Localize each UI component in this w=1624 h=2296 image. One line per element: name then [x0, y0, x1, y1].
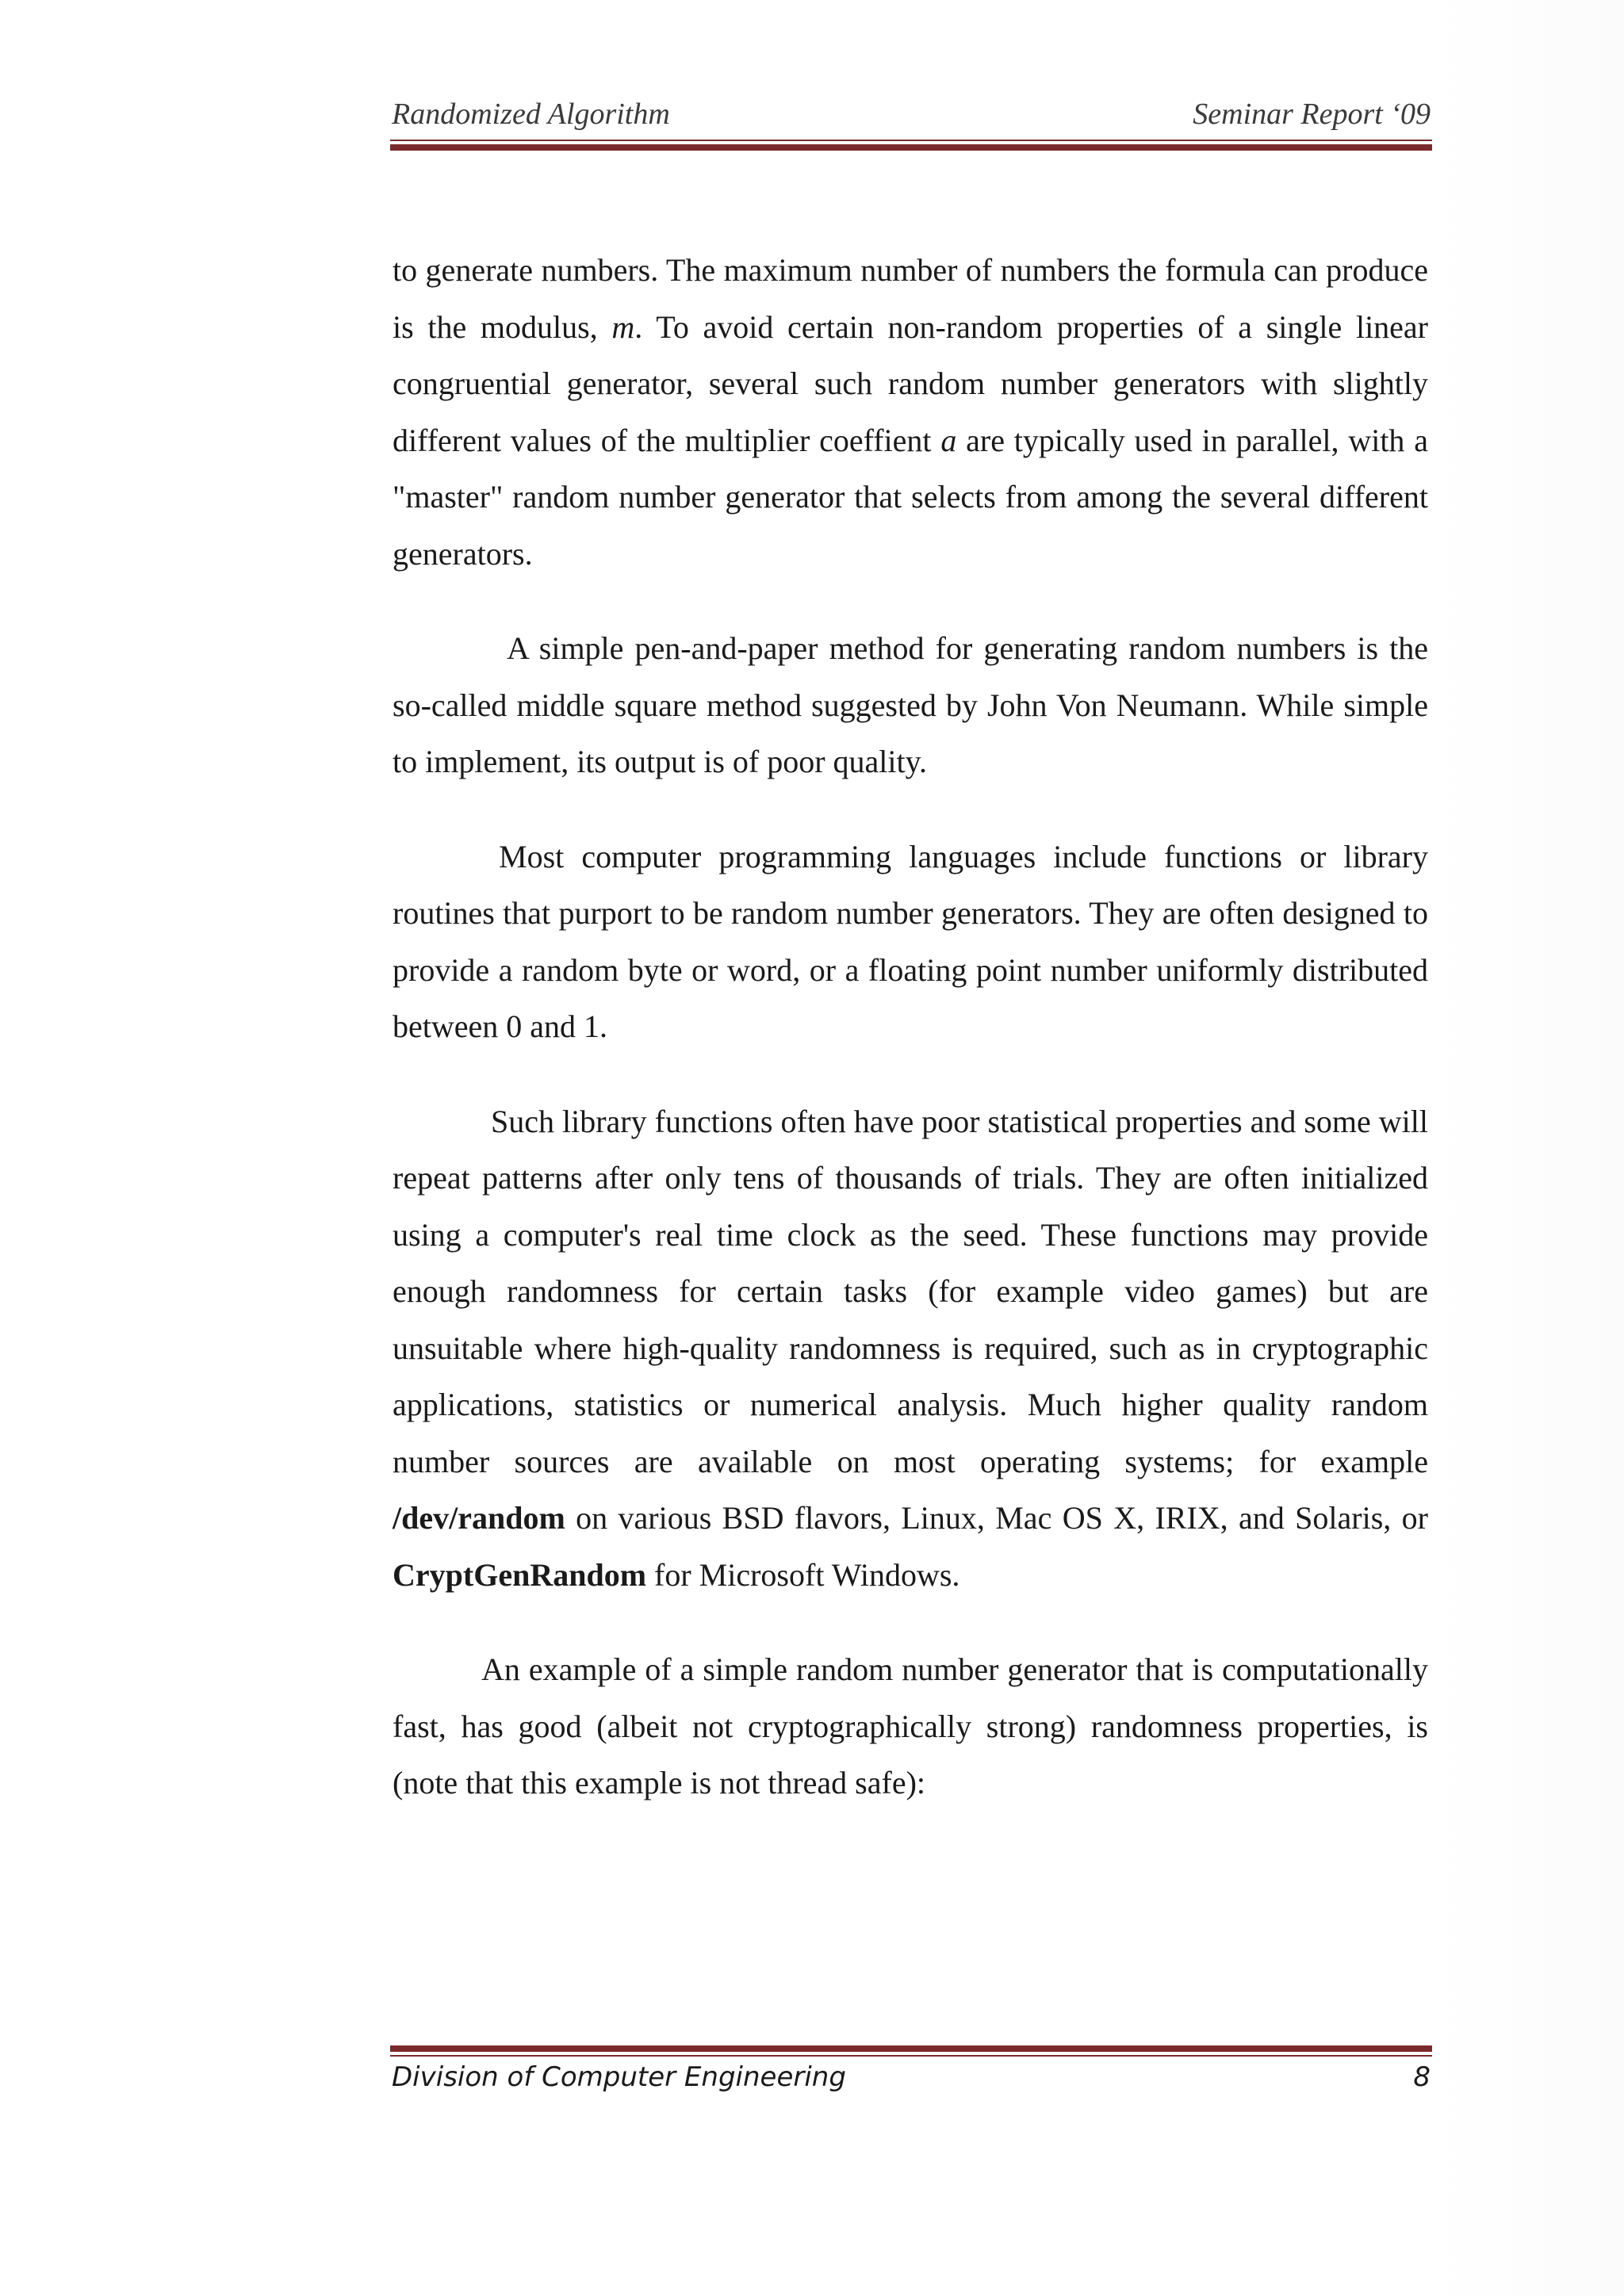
- paragraph-library-routines: Most computer programming languages include functions or library routines that purport to be random number generators. They are often designed to provide a random byte or word, or a floating point number uniformly distributed between 0 and 1.: [393, 838, 1428, 1044]
- paragraph-middle-square: A simple pen-and-paper method for generating random numbers is the so-called middle square method suggested by John Von Neumann. While simple to implement, its output is of poor quality.: [393, 630, 1428, 779]
- header-rule-thick: [390, 144, 1432, 151]
- running-footer: [390, 2058, 1432, 2106]
- page-edge-shade: [1434, 0, 1624, 2296]
- footer-rule-thin: [390, 2055, 1432, 2057]
- paragraph-library-quality: Such library functions often have poor statistical properties and some will repeat patterns after only tens of thousands of trials. They are often initialized using a computer's real time clock as the seed. These functions may provide enough randomness for certain tasks (for example video games) but are unsuitable where high-quality randomness is required, such as in cryptographic applications, statistics or numerical analysis. Much higher quality random number sources are available on most operating systems; for example /dev/random on various BSD flavors, Linux, Mac OS X, IRIX, and Solaris, or CryptGenRandom for Microsoft Windows.: [393, 1103, 1428, 1593]
- page-number: 8: [1413, 2061, 1431, 2093]
- modulus-variable: m: [611, 308, 635, 345]
- dev-random-term: /dev/random: [393, 1500, 565, 1536]
- header-rule-thin: [390, 140, 1432, 141]
- header-title: Randomized Algorithm: [392, 98, 670, 131]
- multiplier-variable: a: [940, 422, 957, 458]
- footer-department: Division of Computer Engineering: [392, 2061, 846, 2093]
- paragraph-lcg-continuation: to generate numbers. The maximum number of numbers the formula can produce is the modulus, m. To avoid certain non-random properties of a single linear congruential generator, several such random number generators with slightly different values of the multiplier coeffient a are typically used in parallel, with a "master" random number generator that selects from among the several different generators.: [393, 252, 1429, 572]
- body-text: [393, 242, 1428, 1850]
- cryptgenrandom-term: CryptGenRandom: [393, 1556, 647, 1593]
- header-report-label: Seminar Report ‘09: [1193, 98, 1431, 131]
- paragraph-example-intro: An example of a simple random number generator that is computationally fast, has good (albeit not cryptographically strong) randomness properties, is (note that this example is not thread safe):: [393, 1651, 1428, 1800]
- footer-rule-thick: [390, 2045, 1432, 2052]
- running-header: [390, 94, 1432, 133]
